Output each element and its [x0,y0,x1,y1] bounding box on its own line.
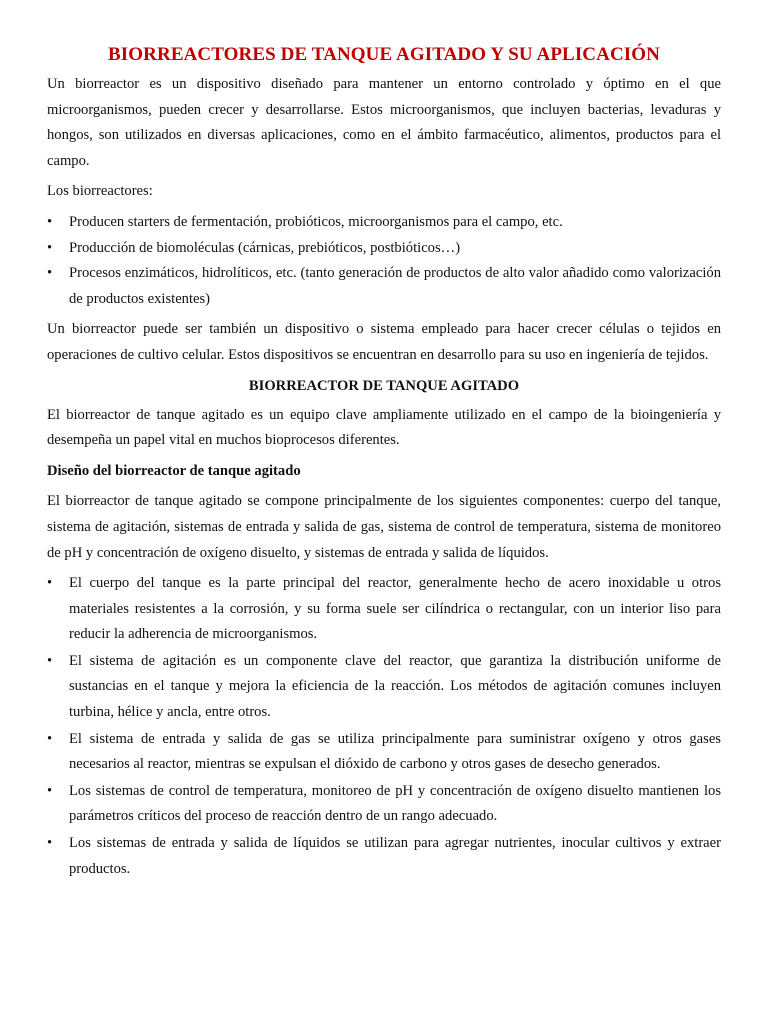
list-item-text: Procesos enzimáticos, hidrolíticos, etc. (tanto generación de productos de alto valor añadido como valorización de productos existentes) [69,265,721,307]
list-item [47,210,721,236]
list-item-text: Los sistemas de entrada y salida de líquidos se utilizan para agregar nutrientes, inocular cultivos y extraer productos. [69,835,721,877]
list-item-text: Producción de biomoléculas (cárnicas, prebióticos, postbióticos…) [69,239,461,256]
bullet-icon: • [47,730,53,747]
list-item-text: Los sistemas de control de temperatura, monitoreo de pH y concentración de oxígeno disuelto mantienen los parámetros críticos del proceso de reacción dentro de un rango adecuado. [69,782,721,825]
list-item [47,779,721,830]
list-item [47,649,721,726]
bullet-icon: • [47,782,53,799]
list-item-text: El sistema de agitación es un componente clave del reactor, que garantiza la distribución uniforme de sustancias en el tanque y mejora la eficiencia de la reacción. Los métodos de agitación comunes incluyen turbina, hélice y ancla, entre otros. [69,652,721,721]
list-item-text: El sistema de entrada y salida de gas se utiliza principalmente para suministrar oxígeno y otros gases necesarios al reactor, mientras se expulsan el dióxido de carbono y otros gases de desecho generados. [69,730,721,773]
cell-culture-paragraph: Un biorreactor puede ser también un dispositivo o sistema empleado para hacer crecer células o tejidos en operaciones de cultivo celular. Estos dispositivos se encuentran en desarrollo para su uso en ingeniería de tejidos. [47,321,721,363]
list-item [47,571,721,648]
list-item-text: El cuerpo del tanque es la parte principal del reactor, generalmente hecho de acero inoxidable u otros materiales resistentes a la corrosión, y su forma suele ser cilíndrica o rectangular, con un interior liso para reducir la adherencia de microorganismos. [69,575,721,643]
bullet-icon: • [47,835,53,852]
list-item [47,261,721,312]
list-item [47,727,721,778]
uses-list-intro: Los biorreactores: [47,183,153,200]
document-title: BIORREACTORES DE TANQUE AGITADO Y SU APLICACIÓN [108,44,660,65]
list-item [47,236,721,262]
bullet-icon: • [47,265,53,282]
design-heading: Diseño del biorreactor de tanque agitado [47,462,301,479]
components-list [47,571,721,882]
bullet-icon: • [47,575,53,592]
bullet-icon: • [47,239,53,256]
intro-paragraph: Un biorreactor es un dispositivo diseñado para mantener un entorno controlado y óptimo en el que microorganismos, pueden crecer y desarrollarse. Estos microorganismos, que incluyen bacterias, levaduras y hongos, son utilizados en diversas aplicaciones, como en el ámbito farmacéutico, alimentos, productos para el campo. [47,76,721,169]
section-title: BIORREACTOR DE TANQUE AGITADO [248,377,520,394]
section-intro-paragraph: El biorreactor de tanque agitado es un equipo clave ampliamente utilizado en el campo de la bioingeniería y desempeña un papel vital en muchos bioprocesos diferentes. [47,406,721,449]
list-item-text: Producen starters de fermentación, probióticos, microorganismos para el campo, etc. [69,213,563,230]
uses-list [47,210,721,312]
list-item [47,831,721,882]
bullet-icon: • [47,652,53,669]
bullet-icon: • [47,213,53,230]
design-intro-paragraph: El biorreactor de tanque agitado se compone principalmente de los siguientes componentes: cuerpo del tanque, sistema de agitación, sistemas de entrada y salida de gas, sistema de control de temperatura, sistema de monitoreo de pH y concentración de oxígeno disuelto, y sistemas de entrada y salida de líquidos. [47,493,721,561]
